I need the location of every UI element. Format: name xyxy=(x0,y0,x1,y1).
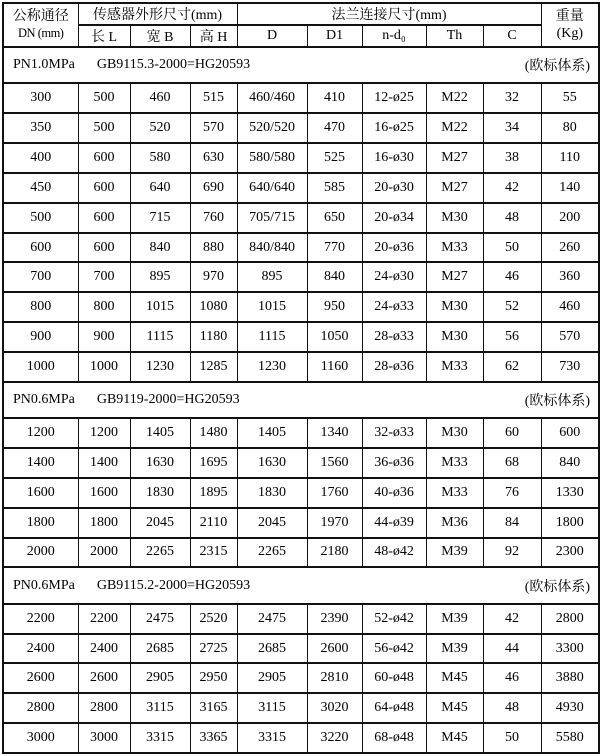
table-cell: 640/640 xyxy=(237,173,307,203)
table-cell: 48 xyxy=(483,693,541,723)
table-cell: 2905 xyxy=(130,663,190,693)
table-cell: 24-ø30 xyxy=(362,262,426,292)
table-cell: 1830 xyxy=(237,478,307,508)
table-cell: 800 xyxy=(78,292,130,322)
table-cell: 1630 xyxy=(237,448,307,478)
table-cell: 1560 xyxy=(307,448,362,478)
table-cell: 1200 xyxy=(78,418,130,448)
header-cell-length: 长 L xyxy=(78,25,130,47)
table-cell: 36-ø36 xyxy=(362,448,426,478)
table-cell: 1340 xyxy=(307,418,362,448)
table-cell: 500 xyxy=(3,203,78,233)
table-row xyxy=(3,143,599,173)
header-cell-dn xyxy=(3,3,78,47)
header-row-subcolumns xyxy=(3,25,599,47)
table-row xyxy=(3,83,599,113)
table-cell: 2110 xyxy=(190,508,237,538)
table-row xyxy=(3,508,599,538)
table-cell: 630 xyxy=(190,143,237,173)
table-cell: 140 xyxy=(541,173,599,203)
table-cell: 880 xyxy=(190,233,237,263)
table-cell: 3880 xyxy=(541,663,599,693)
weight-title: 重量 xyxy=(555,8,584,24)
table-cell: 460 xyxy=(541,292,599,322)
table-cell: 1160 xyxy=(307,352,362,382)
table-cell: 1115 xyxy=(130,322,190,352)
table-cell: 600 xyxy=(3,233,78,263)
table-cell: 2475 xyxy=(237,604,307,634)
table-cell: 2600 xyxy=(3,663,78,693)
table-cell: 2905 xyxy=(237,663,307,693)
table-cell: 600 xyxy=(78,173,130,203)
table-cell: 2000 xyxy=(78,538,130,568)
table-cell: 16-ø30 xyxy=(362,143,426,173)
table-cell: 500 xyxy=(78,83,130,113)
table-cell: 520 xyxy=(130,113,190,143)
table-cell: 5580 xyxy=(541,723,599,753)
table-cell: 1895 xyxy=(190,478,237,508)
table-cell: 895 xyxy=(237,262,307,292)
header-cell-c: C xyxy=(483,25,541,47)
table-cell: 840/840 xyxy=(237,233,307,263)
table-cell: M33 xyxy=(426,233,483,263)
table-cell: M22 xyxy=(426,83,483,113)
table-cell: M27 xyxy=(426,262,483,292)
table-cell: 34 xyxy=(483,113,541,143)
table-cell: 56 xyxy=(483,322,541,352)
table-cell: 800 xyxy=(3,292,78,322)
table-cell: 400 xyxy=(3,143,78,173)
table-cell: 60 xyxy=(483,418,541,448)
table-cell: 600 xyxy=(78,203,130,233)
table-cell: 730 xyxy=(541,352,599,382)
table-cell: 1405 xyxy=(130,418,190,448)
table-cell: 20-ø34 xyxy=(362,203,426,233)
table-cell: 52 xyxy=(483,292,541,322)
table-body xyxy=(3,47,599,753)
header-cell-d1: D1 xyxy=(307,25,362,47)
section-header-row xyxy=(3,382,599,418)
section-header-content xyxy=(4,55,598,75)
table-cell: M27 xyxy=(426,143,483,173)
section-standard-code: GB9115.3-2000=HG20593 xyxy=(96,57,251,73)
section-header-cell xyxy=(3,47,599,83)
section-header-row xyxy=(3,47,599,83)
table-cell: 500 xyxy=(78,113,130,143)
table-cell: 700 xyxy=(78,262,130,292)
table-cell: 715 xyxy=(130,203,190,233)
table-cell: 515 xyxy=(190,83,237,113)
table-cell: M30 xyxy=(426,322,483,352)
section-header-cell xyxy=(3,382,599,418)
table-row xyxy=(3,203,599,233)
header-cell-nd0: n-d₀ xyxy=(362,25,426,47)
table-cell: 1000 xyxy=(3,352,78,382)
table-cell: 2725 xyxy=(190,634,237,664)
table-cell: 4930 xyxy=(541,693,599,723)
section-header-content xyxy=(4,390,598,410)
table-cell: 470 xyxy=(307,113,362,143)
table-cell: 260 xyxy=(541,233,599,263)
table-cell: 76 xyxy=(483,478,541,508)
table-row xyxy=(3,723,599,753)
table-cell: 1015 xyxy=(237,292,307,322)
table-cell: 2000 xyxy=(3,538,78,568)
table-cell: 68 xyxy=(483,448,541,478)
table-cell: 50 xyxy=(483,723,541,753)
table-cell: 2800 xyxy=(541,604,599,634)
table-cell: 3220 xyxy=(307,723,362,753)
section-header-row xyxy=(3,567,599,603)
table-row xyxy=(3,352,599,382)
table-cell: 3000 xyxy=(78,723,130,753)
table-cell: M33 xyxy=(426,448,483,478)
section-header-content xyxy=(4,576,598,596)
table-cell: 2265 xyxy=(237,538,307,568)
table-cell: 24-ø33 xyxy=(362,292,426,322)
table-cell: 1200 xyxy=(3,418,78,448)
table-cell: 16-ø25 xyxy=(362,113,426,143)
table-cell: 1405 xyxy=(237,418,307,448)
table-cell: 44-ø39 xyxy=(362,508,426,538)
table-cell: 3115 xyxy=(130,693,190,723)
table-cell: 32 xyxy=(483,83,541,113)
table-header xyxy=(3,3,599,47)
table-cell: 460 xyxy=(130,83,190,113)
flange-dimension-table xyxy=(2,2,600,754)
table-cell: 46 xyxy=(483,262,541,292)
table-cell: 55 xyxy=(541,83,599,113)
table-cell: 650 xyxy=(307,203,362,233)
table-cell: 350 xyxy=(3,113,78,143)
table-cell: 970 xyxy=(190,262,237,292)
table-cell: 1230 xyxy=(237,352,307,382)
section-header-cell xyxy=(3,567,599,603)
table-cell: 1400 xyxy=(78,448,130,478)
table-cell: 2475 xyxy=(130,604,190,634)
table-cell: 1760 xyxy=(307,478,362,508)
table-row xyxy=(3,478,599,508)
table-cell: 1115 xyxy=(237,322,307,352)
table-cell: 570 xyxy=(541,322,599,352)
section-system-note: (欧标体系) xyxy=(524,579,591,595)
table-cell: 1970 xyxy=(307,508,362,538)
table-cell: 1285 xyxy=(190,352,237,382)
section-system-note: (欧标体系) xyxy=(524,59,591,75)
table-row xyxy=(3,448,599,478)
table-cell: 2685 xyxy=(237,634,307,664)
table-cell: 2200 xyxy=(78,604,130,634)
table-cell: 1800 xyxy=(3,508,78,538)
table-cell: 62 xyxy=(483,352,541,382)
table-cell: 32-ø33 xyxy=(362,418,426,448)
table-cell: 42 xyxy=(483,604,541,634)
table-cell: 900 xyxy=(3,322,78,352)
table-cell: 1180 xyxy=(190,322,237,352)
header-cell-weight xyxy=(541,3,599,47)
table-row xyxy=(3,113,599,143)
table-row xyxy=(3,693,599,723)
table-cell: M33 xyxy=(426,352,483,382)
table-cell: 1015 xyxy=(130,292,190,322)
table-cell: 44 xyxy=(483,634,541,664)
table-cell: 3165 xyxy=(190,693,237,723)
table-cell: 2600 xyxy=(78,663,130,693)
dn-unit: DN (mm) xyxy=(18,25,64,40)
table-cell: 64-ø48 xyxy=(362,693,426,723)
header-cell-height: 高 H xyxy=(190,25,237,47)
table-cell: 1080 xyxy=(190,292,237,322)
table-cell: 2600 xyxy=(307,634,362,664)
table-cell: 460/460 xyxy=(237,83,307,113)
header-group-flange: 法兰连接尺寸(mm) xyxy=(237,3,541,25)
table-cell: M30 xyxy=(426,418,483,448)
section-pressure-rating: PN0.6MPa xyxy=(13,391,75,407)
table-cell: 950 xyxy=(307,292,362,322)
table-row xyxy=(3,322,599,352)
table-cell: 640 xyxy=(130,173,190,203)
table-cell: 2520 xyxy=(190,604,237,634)
table-cell: 2800 xyxy=(78,693,130,723)
table-cell: 68-ø48 xyxy=(362,723,426,753)
table-cell: 1600 xyxy=(78,478,130,508)
table-cell: 3020 xyxy=(307,693,362,723)
table-row xyxy=(3,292,599,322)
table-cell: 42 xyxy=(483,173,541,203)
table-cell: 84 xyxy=(483,508,541,538)
table-cell: 20-ø30 xyxy=(362,173,426,203)
table-cell: 580 xyxy=(130,143,190,173)
header-row-groups xyxy=(3,3,599,25)
table-cell: 840 xyxy=(307,262,362,292)
table-cell: 1230 xyxy=(130,352,190,382)
table-cell: 3315 xyxy=(237,723,307,753)
table-cell: M39 xyxy=(426,604,483,634)
table-cell: 1400 xyxy=(3,448,78,478)
table-cell: 46 xyxy=(483,663,541,693)
section-pressure-rating: PN0.6MPa xyxy=(13,577,75,593)
table-cell: 580/580 xyxy=(237,143,307,173)
table-cell: 3365 xyxy=(190,723,237,753)
table-cell: 2200 xyxy=(3,604,78,634)
table-cell: 38 xyxy=(483,143,541,173)
table-cell: 3115 xyxy=(237,693,307,723)
table-cell: 200 xyxy=(541,203,599,233)
table-cell: 895 xyxy=(130,262,190,292)
table-cell: 300 xyxy=(3,83,78,113)
table-cell: 410 xyxy=(307,83,362,113)
table-cell: 1050 xyxy=(307,322,362,352)
table-cell: 2315 xyxy=(190,538,237,568)
table-cell: 700 xyxy=(3,262,78,292)
table-cell: 585 xyxy=(307,173,362,203)
section-standard-code: GB9115.2-2000=HG20593 xyxy=(96,577,251,593)
dn-title: 公称通径 xyxy=(12,9,69,25)
table-cell: 3000 xyxy=(3,723,78,753)
table-cell: 3300 xyxy=(541,634,599,664)
table-cell: M33 xyxy=(426,478,483,508)
table-row xyxy=(3,262,599,292)
table-cell: M30 xyxy=(426,203,483,233)
table-cell: 360 xyxy=(541,262,599,292)
weight-unit: (Kg) xyxy=(556,26,584,41)
table-cell: 28-ø36 xyxy=(362,352,426,382)
table-cell: 2265 xyxy=(130,538,190,568)
table-cell: 2800 xyxy=(3,693,78,723)
table-cell: 840 xyxy=(130,233,190,263)
header-group-sensor: 传感器外形尺寸(mm) xyxy=(78,3,237,25)
table-cell: 1800 xyxy=(541,508,599,538)
table-cell: 705/715 xyxy=(237,203,307,233)
table-row xyxy=(3,663,599,693)
table-cell: 1800 xyxy=(78,508,130,538)
table-cell: 1600 xyxy=(3,478,78,508)
table-cell: 2950 xyxy=(190,663,237,693)
table-cell: 1830 xyxy=(130,478,190,508)
table-cell: M30 xyxy=(426,292,483,322)
table-cell: 760 xyxy=(190,203,237,233)
table-cell: 2045 xyxy=(130,508,190,538)
table-cell: 2400 xyxy=(78,634,130,664)
table-row xyxy=(3,173,599,203)
table-cell: 2400 xyxy=(3,634,78,664)
table-row xyxy=(3,233,599,263)
table-cell: 600 xyxy=(78,233,130,263)
table-row xyxy=(3,604,599,634)
table-cell: 20-ø36 xyxy=(362,233,426,263)
table-cell: 80 xyxy=(541,113,599,143)
table-cell: 600 xyxy=(541,418,599,448)
section-pressure-rating: PN1.0MPa xyxy=(13,57,75,73)
table-cell: M45 xyxy=(426,723,483,753)
table-cell: 1330 xyxy=(541,478,599,508)
table-cell: 56-ø42 xyxy=(362,634,426,664)
table-cell: 50 xyxy=(483,233,541,263)
table-cell: 1000 xyxy=(78,352,130,382)
section-system-note: (欧标体系) xyxy=(524,393,591,409)
table-cell: 2180 xyxy=(307,538,362,568)
table-cell: 1630 xyxy=(130,448,190,478)
table-cell: 2390 xyxy=(307,604,362,634)
header-cell-width: 宽 B xyxy=(130,25,190,47)
table-cell: 2810 xyxy=(307,663,362,693)
table-cell: 840 xyxy=(541,448,599,478)
table-cell: 520/520 xyxy=(237,113,307,143)
table-cell: M22 xyxy=(426,113,483,143)
table-cell: 2300 xyxy=(541,538,599,568)
table-cell: 525 xyxy=(307,143,362,173)
table-cell: 48 xyxy=(483,203,541,233)
table-cell: 1480 xyxy=(190,418,237,448)
table-cell: M27 xyxy=(426,173,483,203)
table-cell: 92 xyxy=(483,538,541,568)
table-cell: 2045 xyxy=(237,508,307,538)
header-cell-th: Th xyxy=(426,25,483,47)
table-row xyxy=(3,418,599,448)
table-cell: 570 xyxy=(190,113,237,143)
table-cell: 40-ø36 xyxy=(362,478,426,508)
table-cell: M45 xyxy=(426,693,483,723)
table-cell: 690 xyxy=(190,173,237,203)
table-cell: 28-ø33 xyxy=(362,322,426,352)
table-cell: M36 xyxy=(426,508,483,538)
table-row xyxy=(3,538,599,568)
table-cell: 60-ø48 xyxy=(362,663,426,693)
table-row xyxy=(3,634,599,664)
table-cell: 48-ø42 xyxy=(362,538,426,568)
table-cell: 12-ø25 xyxy=(362,83,426,113)
table-cell: 52-ø42 xyxy=(362,604,426,634)
table-cell: 600 xyxy=(78,143,130,173)
table-cell: 2685 xyxy=(130,634,190,664)
table-cell: M39 xyxy=(426,538,483,568)
table-cell: 450 xyxy=(3,173,78,203)
table-cell: 3315 xyxy=(130,723,190,753)
table-cell: 770 xyxy=(307,233,362,263)
section-standard-code: GB9119-2000=HG20593 xyxy=(96,391,240,407)
table-cell: M39 xyxy=(426,634,483,664)
table-cell: 900 xyxy=(78,322,130,352)
table-cell: M45 xyxy=(426,663,483,693)
table-cell: 110 xyxy=(541,143,599,173)
table-cell: 1695 xyxy=(190,448,237,478)
header-cell-d: D xyxy=(237,25,307,47)
